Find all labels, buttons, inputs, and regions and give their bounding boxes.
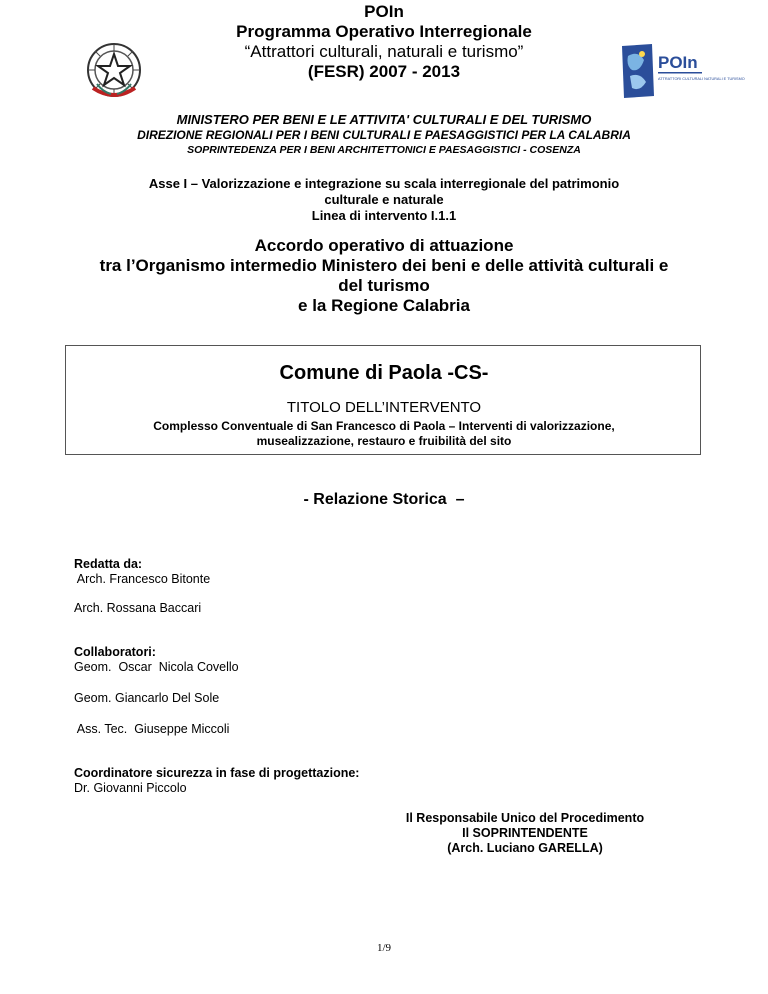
- redatta-person-1: Arch. Francesco Bitonte: [74, 572, 211, 586]
- intervention-description-line-1: Complesso Conventuale di San Francesco di Paola – Interventi di valorizzazione,: [153, 419, 615, 433]
- header-block: [0, 2, 768, 82]
- accordo-line-4: e la Regione Calabria: [298, 296, 470, 315]
- rup-signature-block: [380, 811, 670, 856]
- coordinatore-label: Coordinatore sicurezza in fase di progettazione:: [74, 766, 360, 780]
- collaboratore-2: Geom. Giancarlo Del Sole: [74, 691, 220, 705]
- comune-title: Comune di Paola -CS-: [279, 362, 489, 384]
- rup-line-1: Il Responsabile Unico del Procedimento: [405, 811, 645, 825]
- document-type-title: - Relazione Storica –: [303, 491, 465, 508]
- collaboratore-3: Ass. Tec. Giuseppe Miccoli: [74, 722, 230, 736]
- soprintendenza-line: SOPRINTEDENZA PER I BENI ARCHITETTONICI E PAESAGGISTICI - COSENZA: [187, 144, 581, 156]
- page-number: 1/9: [376, 942, 392, 954]
- poin-logo-text: POIn: [658, 53, 698, 72]
- poin-logo-caption: ATTRATTORI CULTURALI NATURALI E TURISMO: [658, 77, 745, 81]
- asse-line-3: Linea di intervento I.1.1: [311, 208, 457, 223]
- header-line-poin: POIn: [364, 2, 404, 21]
- header-line-attrattori: “Attrattori culturali, naturali e turismo”: [244, 42, 524, 61]
- intervention-description: [0, 419, 768, 449]
- titolo-intervento-heading: TITOLO DELL’INTERVENTO: [286, 399, 482, 416]
- header-line-programma: Programma Operativo Interregionale: [236, 22, 532, 41]
- accordo-block: [0, 236, 768, 316]
- intervention-description-line-2: musealizzazione, restauro e fruibilità del sito: [256, 434, 512, 448]
- header-line-fesr: (FESR) 2007 - 2013: [307, 62, 461, 81]
- asse-line-1: Asse I – Valorizzazione e integrazione su scala interregionale del patrimonio: [148, 176, 620, 191]
- coordinatore-person: Dr. Giovanni Piccolo: [74, 781, 187, 795]
- collaboratore-1: Geom. Oscar Nicola Covello: [74, 660, 239, 674]
- accordo-line-1: Accordo operativo di attuazione: [254, 236, 514, 255]
- direzione-line: DIREZIONE REGIONALI PER I BENI CULTURALI E PAESAGGISTICI PER LA CALABRIA: [137, 128, 631, 142]
- redatta-person-2: Arch. Rossana Baccari: [74, 601, 202, 615]
- redatta-label: Redatta da:: [74, 557, 143, 571]
- ministry-line: MINISTERO PER BENI E LE ATTIVITA' CULTURALI E DEL TURISMO: [176, 112, 592, 127]
- asse-line-2: culturale e naturale: [324, 192, 444, 207]
- accordo-line-3: del turismo: [338, 276, 430, 295]
- rup-line-3: (Arch. Luciano GARELLA): [447, 841, 603, 855]
- rup-line-2: Il SOPRINTENDENTE: [462, 826, 588, 840]
- asse-block: [0, 176, 768, 224]
- collaboratori-label: Collaboratori:: [74, 645, 156, 659]
- accordo-line-2: tra l’Organismo intermedio Ministero dei beni e delle attività culturali e: [99, 256, 669, 275]
